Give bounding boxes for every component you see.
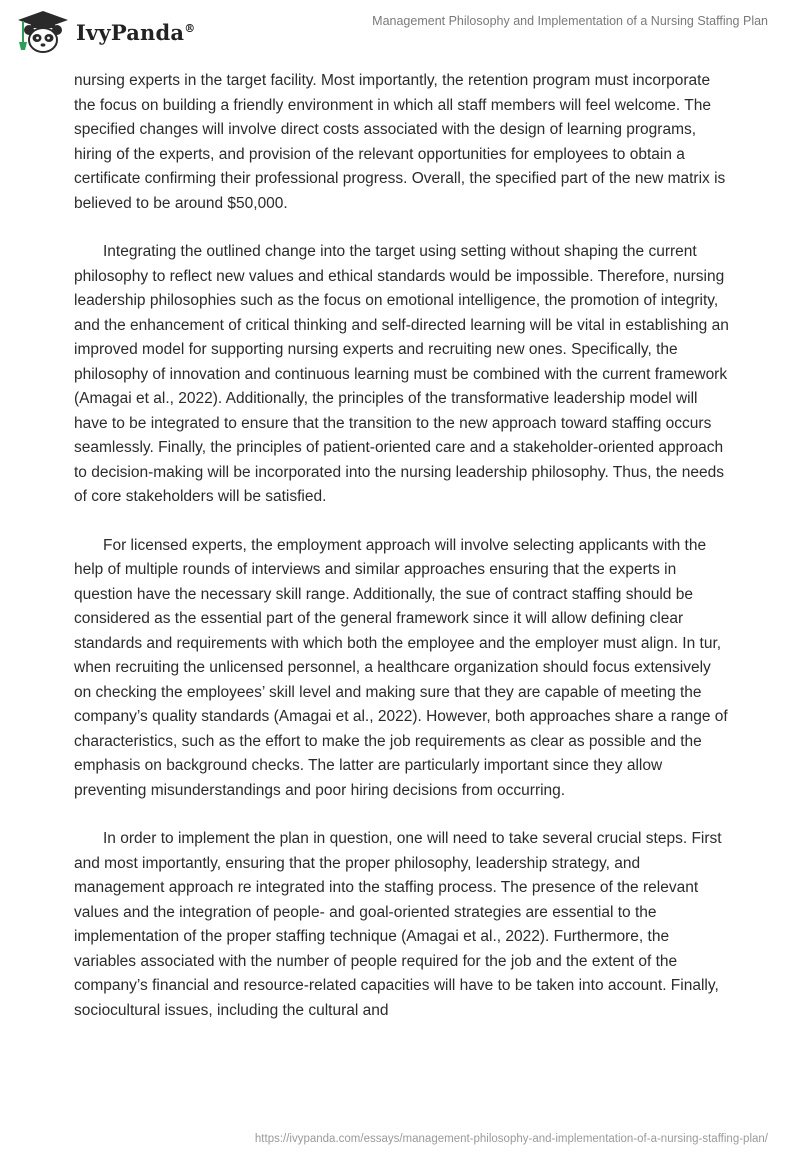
brand-name: IvyPanda® — [76, 19, 196, 45]
paragraph-3: For licensed experts, the employment approach will involve selecting applicants with the help of multiple rounds of interviews and similar approaches ensuring that the experts in question have the necessary skill range. Additionally, the sue of contract staffing should be considered as the essential part of the general framework since it will allow defining clear standards and requirements with which both the employee and the employer must align. In tur, when recruiting the unlicensed personnel, a healthcare organization should focus extensively on checking the employees’ skill level and making sure that they are capable of meeting the company’s quality standards (Amagai et al., 2022). However, both approaches share a range of characteristics, such as the effort to make the job requirements as clear as possible and the emphasis on background checks. The latter are particularly important since they allow preventing misunderstandings and poor hiring decisions from occurring. — [74, 536, 728, 799]
ivypanda-logo[interactable] — [14, 8, 214, 56]
essay-body — [74, 69, 729, 1047]
registered-mark: ® — [184, 21, 196, 35]
paragraph-1: nursing experts in the target facility. Most importantly, the retention program must incorporate the focus on building a friendly environment in which all staff members will feel welcome. The specified changes will involve direct costs associated with the design of learning programs, hiring of the experts, and provision of the relevant opportunities for employees to obtain a certificate confirming their professional progress. Overall, the specified part of the new matrix is believed to be around $50,000. — [74, 72, 726, 212]
paragraph-4: In order to implement the plan in question, one will need to take several crucial steps. First and most importantly, ensuring that the proper philosophy, leadership strategy, and management approach re integrated into the staffing process. The presence of the relevant values and the integration of people- and goal-oriented strategies are essential to the implementation of the proper staffing technique (Amagai et al., 2022). Furthermore, the variables associated with the number of people required for the job and the extent of the company’s financial and resource-related capacities will have to be taken into account. Finally, sociocultural issues, including the cultural and — [74, 830, 722, 1019]
paragraph-2: Integrating the outlined change into the target using setting without shaping the current philosophy to reflect new values and ethical standards would be impossible. Therefore, nursing leadership philosophies such as the focus on emotional intelligence, the promotion of integrity, and the enhancement of critical thinking and self-directed learning will be vital in establishing an improved model for supporting nursing experts and recruiting new ones. Specifically, the philosophy of innovation and continuous learning must be combined with the current framework (Amagai et al., 2022). Additionally, the principles of the transformative leadership model will have to be integrated to ensure that the transition to the new approach toward staffing occurs seamlessly. Finally, the principles of patient-oriented care and a stakeholder-oriented approach to decision-making will be incorporated into the nursing leadership philosophy. Thus, the needs of core stakeholders will be satisfied. — [74, 243, 729, 505]
document-title: Management Philosophy and Implementation of a Nursing Staffing Plan — [372, 14, 768, 28]
page-header — [0, 0, 800, 62]
panda-graduate-icon — [14, 8, 72, 56]
source-url-link[interactable]: https://ivypanda.com/essays/management-philosophy-and-implementation-of-a-nursing-staffing-plan/ — [254, 1133, 768, 1145]
